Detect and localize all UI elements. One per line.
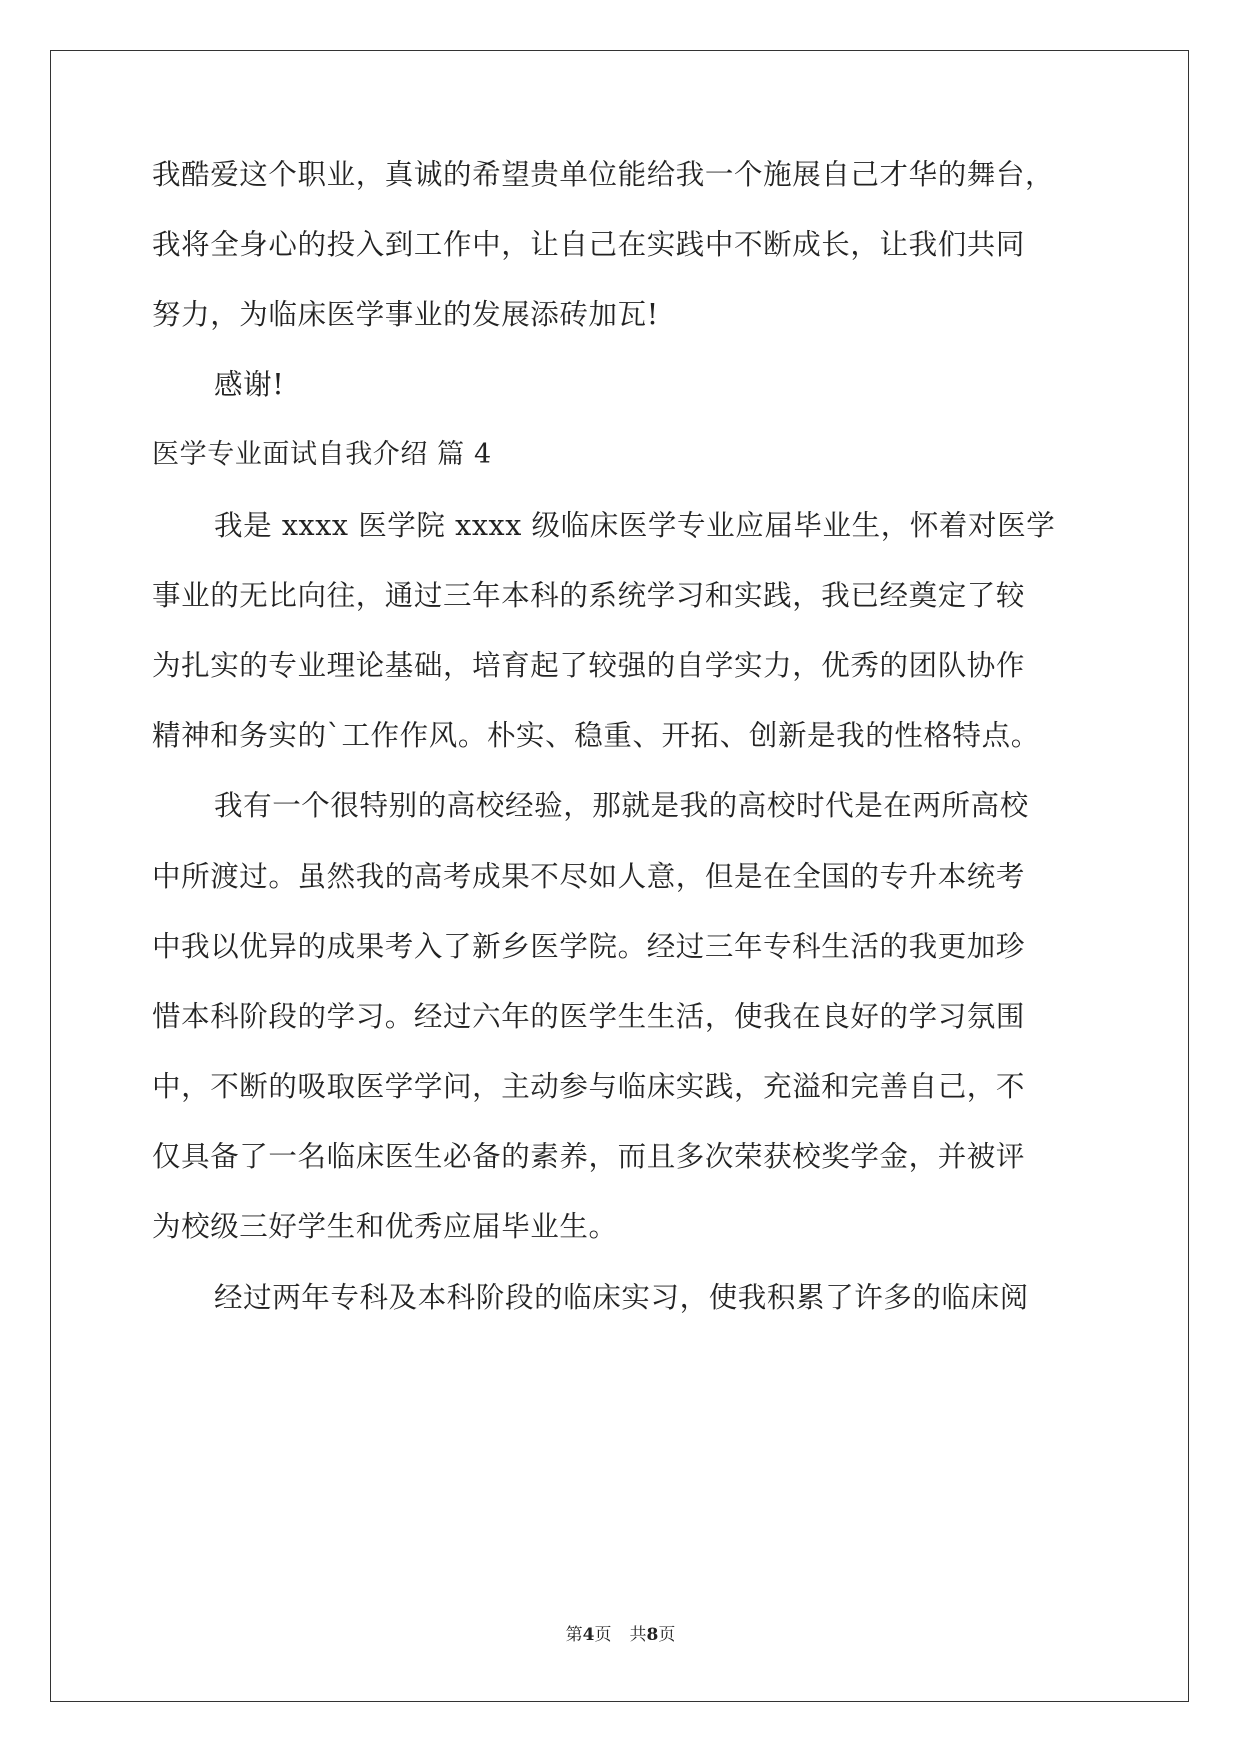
- paragraph-line: 中，不断的吸取医学学问，主动参与临床实践，充溢和完善自己，不: [152, 1070, 1026, 1103]
- paragraph-line: 仅具备了一名临床医生必备的素养，而且多次荣获校奖学金，并被评: [152, 1140, 1026, 1173]
- paragraph-line: 中我以优异的成果考入了新乡医学院。经过三年专科生活的我更加珍: [152, 930, 1026, 963]
- paragraph-line: 事业的无比向往，通过三年本科的系统学习和实践，我已经奠定了较: [152, 579, 1026, 612]
- footer-total-prefix: 共: [629, 1625, 647, 1645]
- paragraph-line: 为校级三好学生和优秀应届毕业生。: [152, 1210, 618, 1243]
- paragraph-line: 中所渡过。虽然我的高考成果不尽如人意，但是在全国的专升本统考: [152, 860, 1026, 893]
- paragraph-line: 我酷爱这个职业，真诚的希望贵单位能给我一个施展自己才华的舞台，: [152, 158, 1055, 191]
- paragraph-line: 为扎实的专业理论基础，培育起了较强的自学实力，优秀的团队协作: [152, 649, 1026, 682]
- footer-page-number: 4: [582, 1625, 595, 1645]
- paragraph-line: 努力，为临床医学事业的发展添砖加瓦!: [152, 298, 659, 331]
- footer-page-unit: 页: [594, 1625, 612, 1645]
- paragraph-line: 感谢!: [214, 368, 285, 401]
- page-footer: [0, 1624, 1241, 1646]
- footer-total-pages: 8: [646, 1625, 659, 1645]
- footer-total-unit: 页: [658, 1625, 676, 1645]
- paragraph-line: 精神和务实的`工作作风。朴实、稳重、开拓、创新是我的性格特点。: [152, 719, 1040, 752]
- paragraph-line: 经过两年专科及本科阶段的临床实习，使我积累了许多的临床阅: [214, 1281, 1029, 1314]
- footer-page-prefix: 第: [565, 1625, 583, 1645]
- paragraph-line: 我将全身心的投入到工作中，让自己在实践中不断成长，让我们共同: [152, 228, 1026, 261]
- paragraph-line: 惜本科阶段的学习。经过六年的医学生生活，使我在良好的学习氛围: [152, 1000, 1026, 1033]
- paragraph-line: 我有一个很特别的高校经验，那就是我的高校时代是在两所高校: [214, 789, 1029, 822]
- section-heading: 医学专业面试自我介绍 篇 4: [152, 439, 492, 470]
- paragraph-line: 我是 xxxx 医学院 xxxx 级临床医学专业应届毕业生，怀着对医学: [214, 509, 1056, 542]
